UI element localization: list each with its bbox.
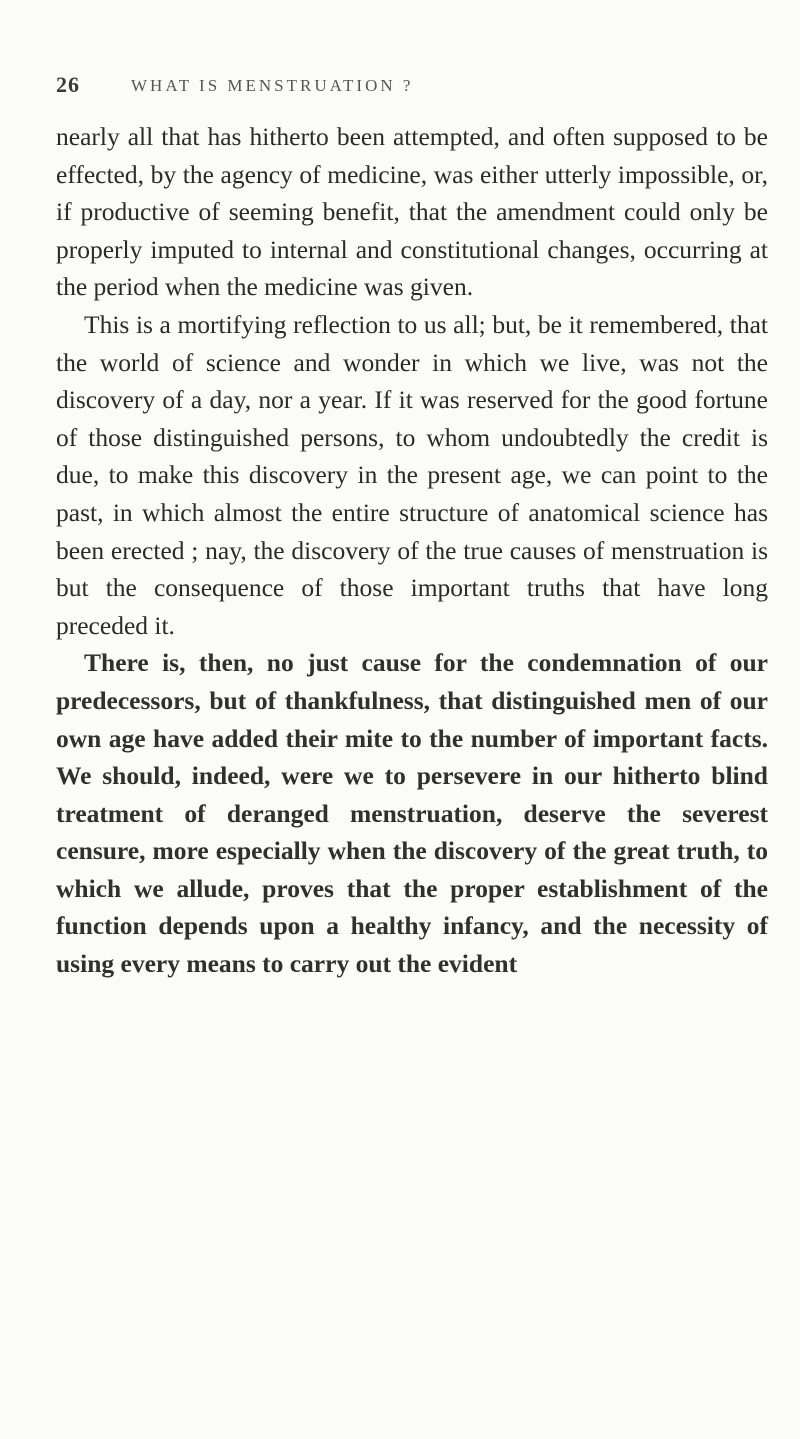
page-header xyxy=(56,68,756,108)
page-number: 26 xyxy=(56,72,80,97)
paragraph-continued: nearly all that has hitherto been attempted, and often supposed to be effected, by the agency of medicine, was either utterly impossible, or, if productive of seeming benefit, that the amendment could only be properly imputed to internal and constitutional changes, occurring at the period when the medicine was given. xyxy=(56,122,768,302)
running-head: WHAT IS MENSTRUATION ? xyxy=(131,76,414,95)
paragraph-reflection: This is a mortifying reflection to us all; but, be it remembered, that the world of science and wonder in which we live, was not the discovery of a day, nor a year. If it was reserved for the good fortune of those distinguished persons, to whom undoubtedly the credit is due, to make this discovery in the present age, we can point to the past, in which almost the entire structure of anatomical science has been erected ; nay, the discovery of the true causes of menstruation is but the consequence of those important truths that have long preceded it. xyxy=(56,309,768,640)
body-text xyxy=(56,118,768,983)
paragraph-predecessors: There is, then, no just cause for the condemnation of our predecessors, but of thankfulness, that distinguished men of our own age have added their mite to the number of important facts. We should, indeed, were we to persevere in our hitherto blind treatment of deranged menstruation, deserve the severest censure, more especially when the discovery of the great truth, to which we allude, proves that the proper establishment of the function depends upon a healthy infancy, and the necessity of using every means to carry out the evident xyxy=(56,648,768,979)
